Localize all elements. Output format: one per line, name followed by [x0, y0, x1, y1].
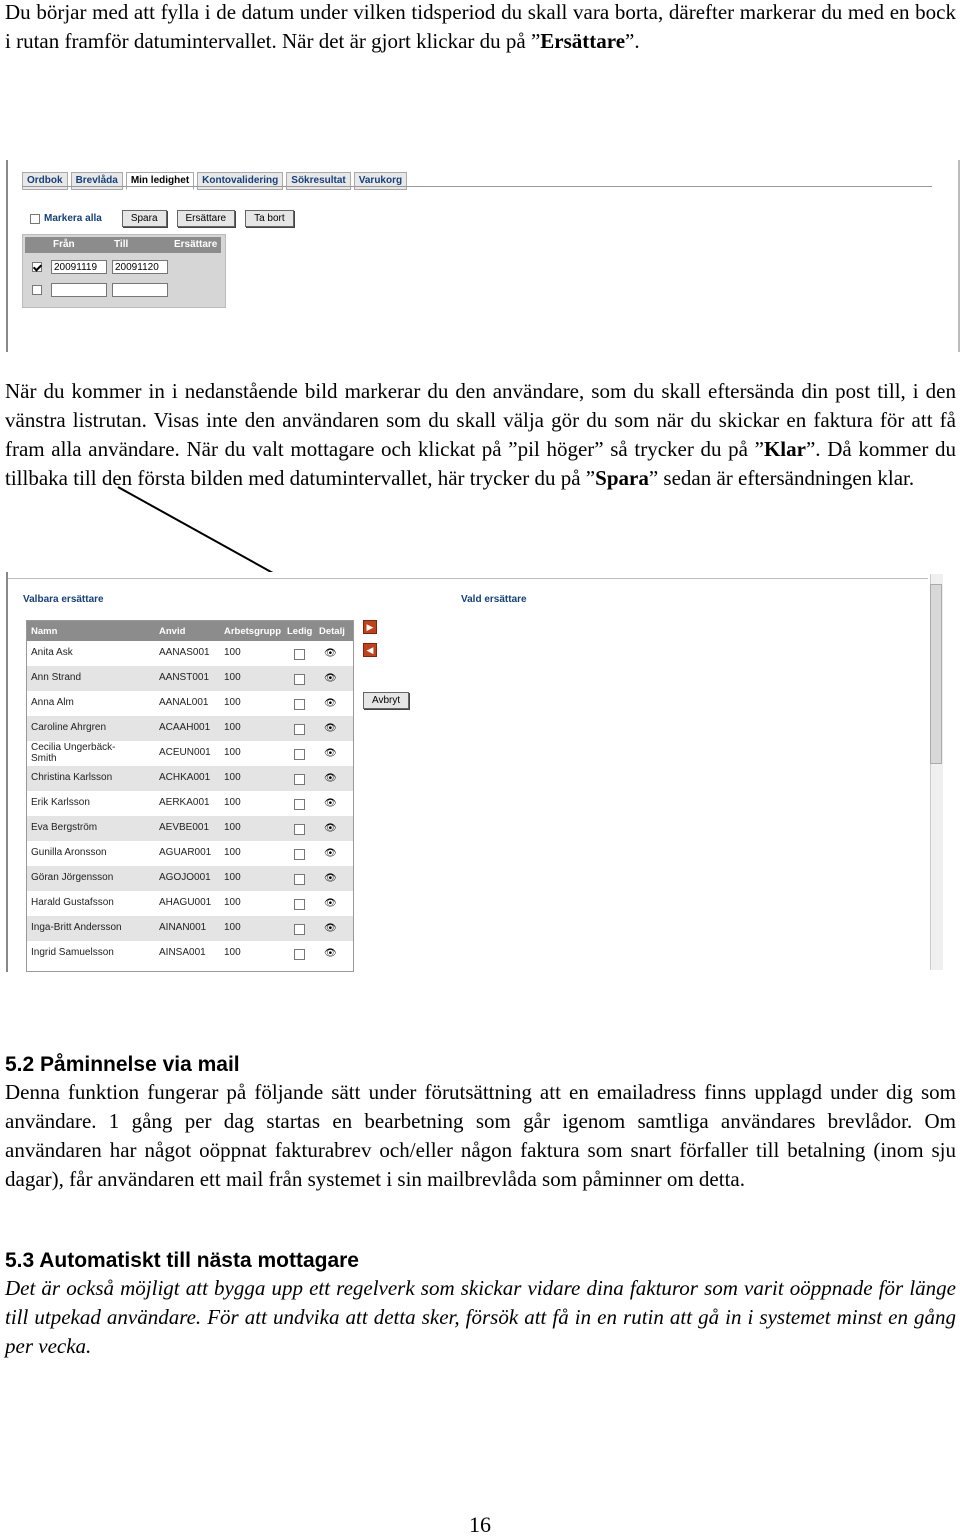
row-userid: AANAL001	[159, 697, 209, 708]
row-free-checkbox[interactable]	[294, 824, 305, 835]
row-userid: ACHKA001	[159, 772, 211, 783]
move-right-arrow-icon[interactable]: ▶	[363, 620, 377, 634]
col-userid: Anvid	[159, 626, 186, 637]
table-row[interactable]	[27, 716, 353, 741]
para2-bold-spara: Spara	[595, 466, 649, 490]
row-free-checkbox[interactable]	[294, 774, 305, 785]
section-5-3-heading: 5.3 Automatiskt till nästa mottagare	[5, 1249, 359, 1272]
substitute-button[interactable]: Ersättare	[177, 210, 236, 227]
detail-eye-icon[interactable]: 👁	[324, 673, 337, 684]
grid-header	[27, 621, 353, 641]
row-workgroup: 100	[224, 797, 241, 808]
para2-text-3: ” sedan är eftersändningen klar.	[648, 466, 915, 490]
row-name: Göran Jörgensson	[31, 872, 114, 883]
row-free-checkbox[interactable]	[294, 949, 305, 960]
table-row[interactable]	[27, 766, 353, 791]
screenshot-top-line	[8, 578, 928, 579]
selected-substitute-title: Vald ersättare	[461, 594, 527, 605]
substitute-grid	[26, 620, 354, 972]
detail-eye-icon[interactable]: 👁	[324, 798, 337, 809]
row-name: Erik Karlsson	[31, 797, 90, 808]
para2-text-2: ”. Då kommer du tillbaka till den första bilden med datumintervallet, här trycker du på ”	[5, 437, 956, 490]
row-free-checkbox[interactable]	[294, 649, 305, 660]
detail-eye-icon[interactable]: 👁	[324, 773, 337, 784]
row-userid: AINAN001	[159, 922, 207, 933]
row-free-checkbox[interactable]	[294, 899, 305, 910]
row-workgroup: 100	[224, 947, 241, 958]
section-5-2-body: Denna funktion fungerar på följande sätt under förutsättning att en emailadress finns upplagd under dig som användare. 1 gång per dag startas en bearbetning som går igenom samtliga användares brevlådor. Om användaren har något oöppnat fakturabrev och/eller någon faktura som snart förfaller till betalning (inom sju dagar), får användaren ett mail från systemet i sin mailbrevlåda som påminner om detta.	[5, 1080, 956, 1191]
row-name: Ann Strand	[31, 672, 82, 683]
col-name: Namn	[31, 626, 58, 637]
tab-brevlada[interactable]: Brevlåda	[71, 172, 123, 190]
table-row[interactable]	[27, 816, 353, 841]
section-5-3-body: Det är också möjligt att bygga upp ett regelverk som skickar vidare dina fakturor som varit oöppnade för länge till utpekad användare. För att undvika att detta sker, försök att få in en rutin att gå in i systemet minst en gång per vecka.	[5, 1276, 956, 1358]
table-row[interactable]	[27, 916, 353, 941]
detail-eye-icon[interactable]: 👁	[324, 748, 337, 759]
scrollbar[interactable]	[930, 574, 960, 970]
section-5-2-heading: 5.2 Påminnelse via mail	[5, 1053, 240, 1076]
row-name-cont: Smith	[31, 753, 57, 764]
row-name: Anna Alm	[31, 697, 74, 708]
table-row[interactable]	[27, 741, 353, 766]
row-workgroup: 100	[224, 672, 241, 683]
row-userid: AANST001	[159, 672, 210, 683]
tab-min-ledighet[interactable]: Min ledighet	[126, 172, 194, 190]
tab-kontovalidering[interactable]: Kontovalidering	[197, 172, 283, 190]
detail-eye-icon[interactable]: 👁	[324, 898, 337, 909]
row-userid: AERKA001	[159, 797, 210, 808]
tab-varukorg[interactable]: Varukorg	[354, 172, 407, 190]
row-name: Christina Karlsson	[31, 772, 113, 783]
col-detail: Detalj	[319, 626, 345, 637]
detail-eye-icon[interactable]: 👁	[324, 723, 337, 734]
para2-bold-klar: Klar	[763, 437, 806, 461]
save-button[interactable]: Spara	[122, 210, 167, 227]
row-name: Cecilia Ungerbäck-	[31, 742, 116, 753]
row-workgroup: 100	[224, 822, 241, 833]
move-left-arrow-icon[interactable]: ◀	[363, 643, 377, 657]
row-workgroup: 100	[224, 697, 241, 708]
row-name: Gunilla Aronsson	[31, 847, 107, 858]
row-name: Inga-Britt Andersson	[31, 922, 122, 933]
row-free-checkbox[interactable]	[294, 799, 305, 810]
delete-button[interactable]: Ta bort	[245, 210, 294, 227]
intro-bold-ersattare: Ersättare	[540, 29, 626, 53]
page-number: 16	[469, 1512, 491, 1537]
row1-to-input[interactable]: 20091120	[112, 260, 168, 274]
row-free-checkbox[interactable]	[294, 849, 305, 860]
row-free-checkbox[interactable]	[294, 724, 305, 735]
header-to: Till	[114, 239, 129, 250]
header-substitute: Ersättare	[174, 239, 218, 250]
row-userid: AGOJO001	[159, 872, 211, 883]
intro-end: ”.	[625, 29, 640, 53]
table-row[interactable]	[27, 666, 353, 691]
detail-eye-icon[interactable]: 👁	[324, 848, 337, 859]
para2-text-1: När du kommer in i nedanstående bild markerar du den användare, som du skall eftersända din post till, i den vänstra listrutan. Visas inte den användaren som du skall välja gör du som när du skickar en faktura för att få fram alla användare. När du valt mottagare och klickat på ”pil höger” så trycker du på ”	[5, 379, 956, 461]
row-userid: AANAS001	[159, 647, 210, 658]
detail-eye-icon[interactable]: 👁	[324, 873, 337, 884]
row-workgroup: 100	[224, 897, 241, 908]
row-workgroup: 100	[224, 872, 241, 883]
col-workgroup: Arbetsgrupp	[224, 626, 281, 637]
detail-eye-icon[interactable]: 👁	[324, 923, 337, 934]
row-userid: AINSA001	[159, 947, 206, 958]
row1-from-input[interactable]: 20091119	[51, 260, 107, 274]
row-free-checkbox[interactable]	[294, 924, 305, 935]
row-workgroup: 100	[224, 847, 241, 858]
available-substitutes-title: Valbara ersättare	[23, 594, 104, 605]
header-from: Från	[53, 239, 75, 250]
row-userid: ACEUN001	[159, 747, 211, 758]
row-workgroup: 100	[224, 747, 241, 758]
table-row[interactable]	[27, 941, 353, 966]
row-free-checkbox[interactable]	[294, 874, 305, 885]
table-row[interactable]	[27, 691, 353, 716]
row-free-checkbox[interactable]	[294, 674, 305, 685]
table-row[interactable]	[27, 891, 353, 916]
row-name: Anita Ask	[31, 647, 73, 658]
row-workgroup: 100	[224, 647, 241, 658]
table-row[interactable]	[27, 841, 353, 866]
mark-all-label: Markera alla	[44, 213, 102, 224]
row-workgroup: 100	[224, 722, 241, 733]
row-name: Harald Gustafsson	[31, 897, 114, 908]
row-userid: AEVBE001	[159, 822, 210, 833]
detail-eye-icon[interactable]: 👁	[324, 648, 337, 659]
table-row[interactable]	[27, 791, 353, 816]
row-name: Ingrid Samuelsson	[31, 947, 114, 958]
row-free-checkbox[interactable]	[294, 749, 305, 760]
row-userid: AGUAR001	[159, 847, 212, 858]
row-userid: AHAGU001	[159, 897, 212, 908]
scrollbar-thumb[interactable]	[930, 584, 942, 764]
row-workgroup: 100	[224, 772, 241, 783]
col-free: Ledig	[287, 626, 313, 637]
row-name: Caroline Ahrgren	[31, 722, 107, 733]
row-workgroup: 100	[224, 922, 241, 933]
row-userid: ACAAH001	[159, 722, 211, 733]
table-row[interactable]	[27, 641, 353, 666]
cancel-button[interactable]: Avbryt	[363, 692, 409, 709]
table-row[interactable]	[27, 866, 353, 891]
screenshot-substitute-selection	[6, 572, 960, 972]
intro-text: Du börjar med att fylla i de datum under vilken tidsperiod du skall vara borta, därefter markerar du med en bock i rutan framför datumintervallet. När det är gjort klickar du på ”	[5, 0, 956, 53]
row-free-checkbox[interactable]	[294, 699, 305, 710]
detail-eye-icon[interactable]: 👁	[324, 698, 337, 709]
detail-eye-icon[interactable]: 👁	[324, 823, 337, 834]
detail-eye-icon[interactable]: 👁	[324, 948, 337, 959]
tab-sokresultat[interactable]: Sökresultat	[286, 172, 350, 190]
row-name: Eva Bergström	[31, 822, 98, 833]
screenshot-edge	[6, 572, 8, 972]
tab-ordbok[interactable]: Ordbok	[22, 172, 68, 190]
